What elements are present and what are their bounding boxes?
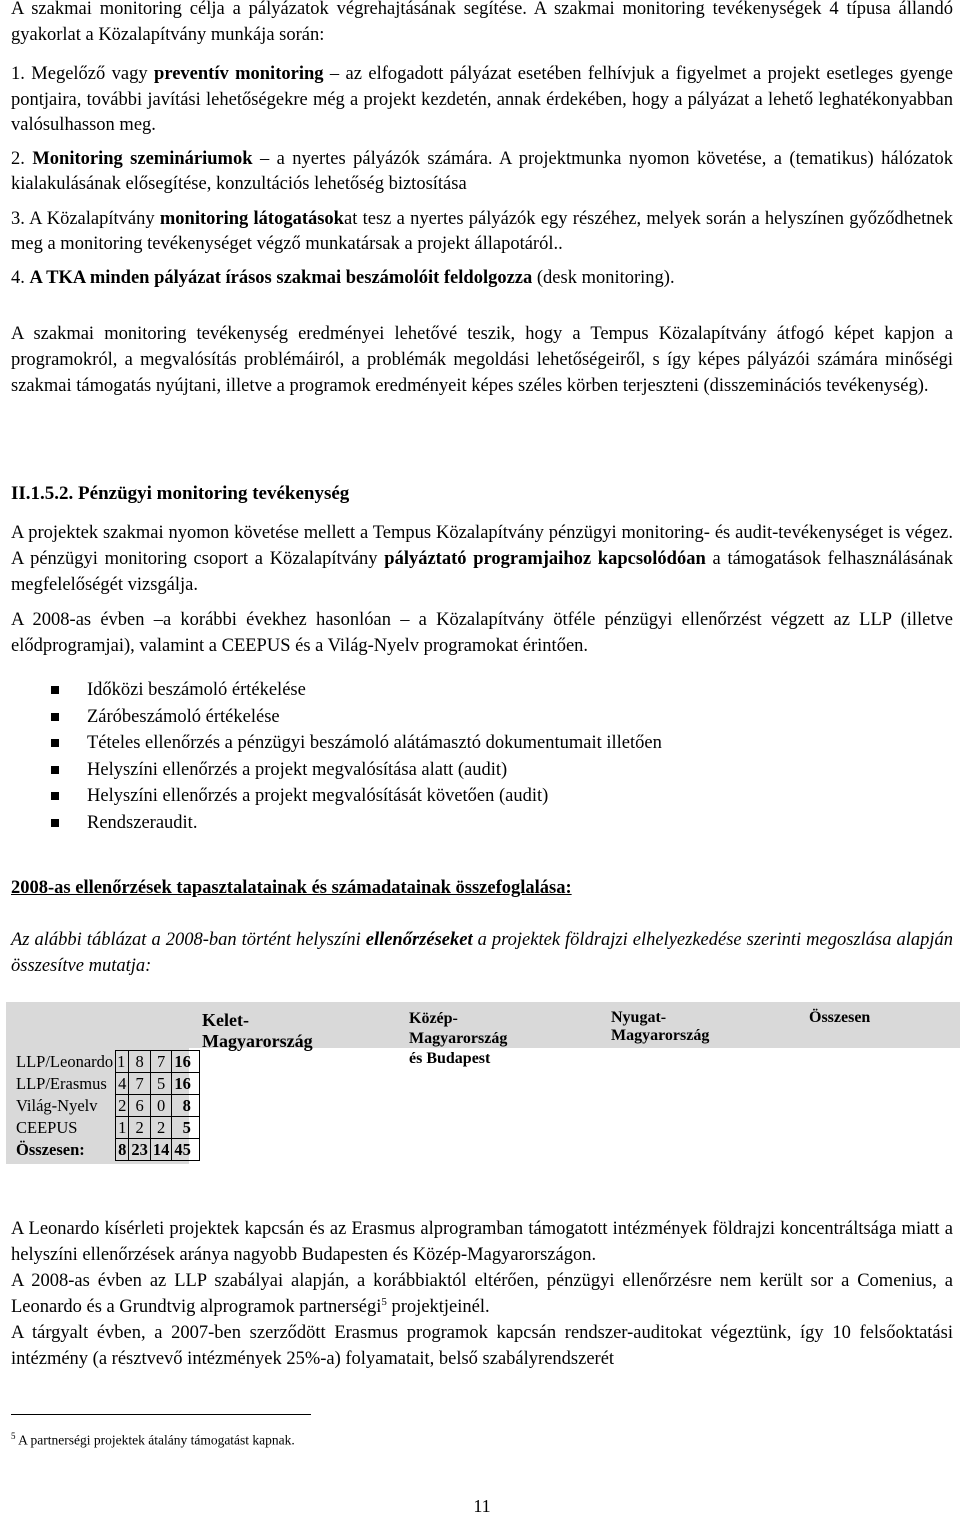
square-bullet-icon [51,713,59,721]
finance-paragraph-1: A projektek szakmai nyomon követése mellett a Tempus Közalapítvány pénzügyi monitoring- és audit-tevékenységet is végez. A pénzügyi monitoring csoport a Közalapítvány pályáztató programjaihoz kapcsolódóan a támogatások felhasználásának megfelelőségét vizsgálja. [11,523,953,595]
footnote-divider [11,1414,311,1415]
list-item: Helyszíni ellenőrzés a projekt megvalósítása alatt (audit) [51,757,953,784]
table-total-row: Összesen: 8 23 14 45 [14,1139,199,1161]
data-table [14,1050,200,1161]
results-paragraph: A szakmai monitoring tevékenység eredményei lehetővé teszik, hogy a Tempus Közalapítvány átfogó képet kapjon a programokról, a megvalósítás problémáiról, a problémák megoldási lehetőségeiről, s így képes pályázói számára minőségi szakmai támogatás nyújtani, illetve a programok eredményeit képes széles körben terjeszteni (disszeminációs tevékenység). [11,324,953,396]
square-bullet-icon [51,766,59,774]
square-bullet-icon [51,739,59,747]
table-row: Világ-Nyelv 2 6 0 8 [14,1095,199,1117]
col-header-total: Összesen [809,1009,871,1026]
summary-heading: 2008-as ellenőrzések tapasztalatainak és számadatainak összefoglalása: [11,878,572,898]
list-item: Rendszeraudit. [51,810,953,837]
col-header-west: Nyugat-Magyarország [611,1009,710,1044]
list-item: 1. Megelőző vagy preventív monitoring – az elfogadott pályázat esetében felhívjuk a figyelmet a projekt esetleges gyenge pontjaira, további javítási lehetőségekre még a projekt kezdetén, annak érdekében, hogy a pályázat a lehető leghatékonyabban valósulhasson meg. [11,64,954,135]
control-types-list [11,677,953,836]
leonardo-paragraph: A Leonardo kísérleti projektek kapcsán és az Erasmus alprogramban támogatott intézmények földrajzi koncentráltsága miatt a helyszíni ellenőrzések aránya nagyobb Budapesten és Közép-Magyarországon. [11,1219,953,1265]
table-intro: Az alábbi táblázat a 2008-ban történt helyszíni ellenőrzéseket a projektek földrajzi elhelyezkedése szerinti megoszlása alapján összesítve mutatja: [11,930,953,976]
col-header-central: Közép-Magyarország és Budapest [409,1010,508,1067]
footnote: $^5$ A partnerségi projektek átalány támogatást kapnak. [11,1431,295,1448]
llp-paragraph: A 2008-as évben az LLP szabályai alapján, a korábbiaktól eltérően, pénzügyi ellenőrzésre nem került sor a Comenius, a Leonardo és a Grundtvig alprogramok partnerségi$^5$ projektjeinél. [11,1271,953,1317]
list-item: Időközi beszámoló értékelése [51,677,953,704]
square-bullet-icon [51,792,59,800]
table-row: CEEPUS 1 2 2 5 [14,1117,199,1139]
list-item: Záróbeszámoló értékelése [51,704,953,731]
col-header-east: Kelet-Magyarország [202,1010,313,1051]
monitoring-types-list [11,62,953,291]
table-row: LLP/Erasmus 4 7 5 16 [14,1073,199,1095]
intro-paragraph: A szakmai monitoring célja a pályázatok végrehajtásának segítése. A szakmai monitoring tevékenységek 4 típusa állandó gyakorlat a Közalapítvány munkája során: [11,0,953,45]
list-item: 3. A Közalapítvány monitoring látogatásokat tesz a nyertes pályázók egy részéhez, melyek során a helyszínen győződhetnek meg a monitoring tevékenységet végző munkatársak a projekt állapotáról.. [11,208,954,254]
list-item: Helyszíni ellenőrzés a projekt megvalósítását követően (audit) [51,783,953,810]
section-heading: II.1.5.2. Pénzügyi monitoring tevékenység [11,483,350,504]
table-row: LLP/Leonardo 1 8 7 16 [14,1051,199,1073]
page-number: 11 [473,1496,491,1516]
erasmus-paragraph: A tárgyalt évben, a 2007-ben szerződött Erasmus programok kapcsán rendszer-auditokat végeztünk, így 10 felsőoktatási intézmény (a résztvevő intézmények 25%-a) folyamatait, belső szabályrendszerét [11,1323,953,1369]
square-bullet-icon [51,819,59,827]
list-item: Tételes ellenőrzés a pénzügyi beszámoló alátámasztó dokumentumait illetően [51,730,953,757]
list-item: 2. Monitoring szemináriumok – a nyertes pályázók számára. A projektmunka nyomon követése, a (tematikus) hálózatok kialakulásának elősegítése, konzultációs lehetőség biztosítása [11,148,954,194]
square-bullet-icon [51,686,59,694]
finance-paragraph-2: A 2008-as évben –a korábbi évekhez hasonlóan – a Közalapítvány ötféle pénzügyi ellenőrzést végzett az LLP (illetve elődprogramjai), valamint a CEEPUS és a Világ-Nyelv programokat érintően. [11,610,953,656]
footnote-ref: 5 [381,1295,387,1308]
list-item: 4. A TKA minden pályázat írásos szakmai beszámolóit feldolgozza (desk monitoring). [11,267,675,288]
